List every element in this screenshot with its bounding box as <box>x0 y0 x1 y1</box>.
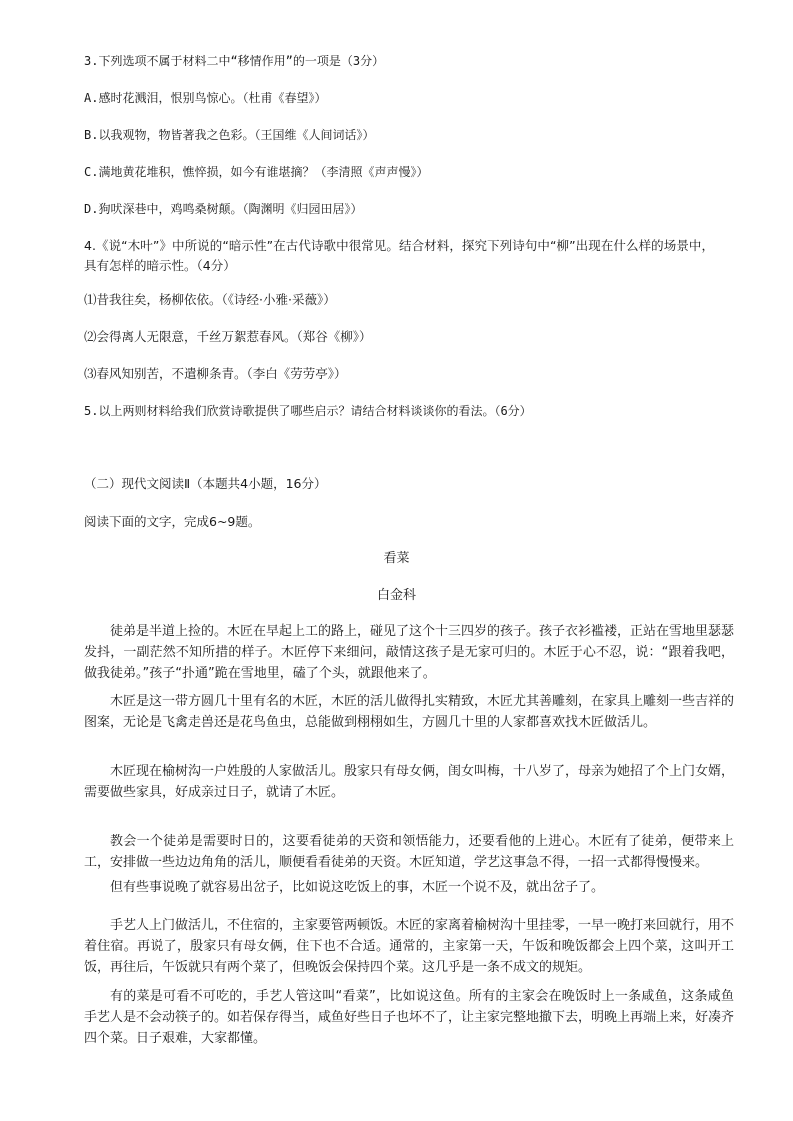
reading-instruction: 阅读下面的文字，完成6~9题。 <box>84 514 261 529</box>
question-3-option-c: C.满地黄花堆积，憔悴损，如今有谁堪摘？（李清照《声声慢》） <box>84 165 429 179</box>
story-author: 白金科 <box>376 588 416 603</box>
question-4-item-3: ⑶春风知别苦，不遣柳条青。（李白《劳劳亭》） <box>84 366 347 381</box>
question-3-stem: 3.下列选项不属于材料二中“移情作用”的一项是（3分） <box>84 54 385 68</box>
section-heading: （二）现代文阅读Ⅱ（本题共4小题，16分） <box>84 476 327 491</box>
story-paragraph-7: 有的菜是可看不可吃的，手艺人管这叫“看菜”，比如说这鱼。所有的主家会在晚饭时上一条咸鱼，这条咸鱼手艺人是不会动筷子的。如若保存得当，咸鱼好些日子也坏不了，让主家完整地撤下去，明晚上再端上来，好凑齐四个菜。日子艰难，大家都懂。 <box>84 989 735 1046</box>
question-3-option-a: A.感时花溅泪，恨别鸟惊心。（杜甫《春望》） <box>84 91 327 105</box>
story-paragraph-5: 但有些事说晚了就容易出岔子，比如说这吃饭上的事，木匠一个说不及，就出岔子了。 <box>110 880 605 895</box>
question-4-stem: 4.《说“木叶”》中所说的“暗示性”在古代诗歌中很常见。结合材料，探究下列诗句中“柳”出现在什么样的场景中，具有怎样的暗示性。（4分） <box>84 238 714 273</box>
story-paragraph-2: 木匠是这一带方圆几十里有名的木匠，木匠的活儿做得扎实精致，木匠尤其善雕刻，在家具上雕刻一些吉祥的图案，无论是飞禽走兽还是花鸟鱼虫，总能做到栩栩如生，方圆几十里的人家都喜欢找木匠做活儿。 <box>84 694 735 730</box>
story-paragraph-3: 木匠现在榆树沟一户姓殷的人家做活儿。殷家只有母女俩，闺女叫梅，十八岁了，母亲为她招了个上门女婿，需要做些家具，好成亲过日子，就请了木匠。 <box>84 764 735 800</box>
story-paragraph-4: 教会一个徒弟是需要时日的，这要看徒弟的天资和领悟能力，还要看他的上进心。木匠有了徒弟，便带来上工，安排做一些边边角角的活儿，顺便看看徒弟的天资。木匠知道，学艺这事急不得，一招一式都得慢慢来。 <box>84 834 734 870</box>
story-title: 看菜 <box>383 551 410 566</box>
story-paragraph-6: 手艺人上门做活儿，不住宿的，主家要管两顿饭。木匠的家离着榆树沟十里挂零，一早一晚打来回就行，用不着住宿。再说了，殷家只有母女俩，住下也不合适。通常的，主家第一天，午饭和晚饭都会上四个菜，这叫开工饭，再往后，午饭就只有两个菜了，但晚饭会保持四个菜。这几乎是一条不成文的规矩。 <box>84 918 735 975</box>
question-3-option-b: B.以我观物，物皆著我之色彩。（王国维《人间词话》） <box>84 128 375 142</box>
question-3-option-d: D.狗吠深巷中，鸡鸣桑树颠。（陶渊明《归园田居》） <box>84 202 363 216</box>
question-4-item-1: ⑴昔我往矣，杨柳依依。（《诗经·小雅·采薇》） <box>84 292 336 307</box>
story-paragraph-1: 徒弟是半道上捡的。木匠在早起上工的路上，碰见了这个十三四岁的孩子。孩子衣衫褴褛，正站在雪地里瑟瑟发抖，一副茫然不知所措的样子。木匠停下来细问，敲情这孩子是无家可归的。木匠于心不忍，说：“跟着我吧，做我徒弟。”孩子“扑通”跪在雪地里，磕了个头，就跟他来了。 <box>84 624 735 681</box>
question-5-stem: 5.以上两则材料给我们欣赏诗歌提供了哪些启示？请结合材料谈谈你的看法。（6分） <box>84 404 532 418</box>
question-4-item-2: ⑵会得离人无限意，千丝万絮惹春风。（郑谷《柳》） <box>84 329 372 344</box>
